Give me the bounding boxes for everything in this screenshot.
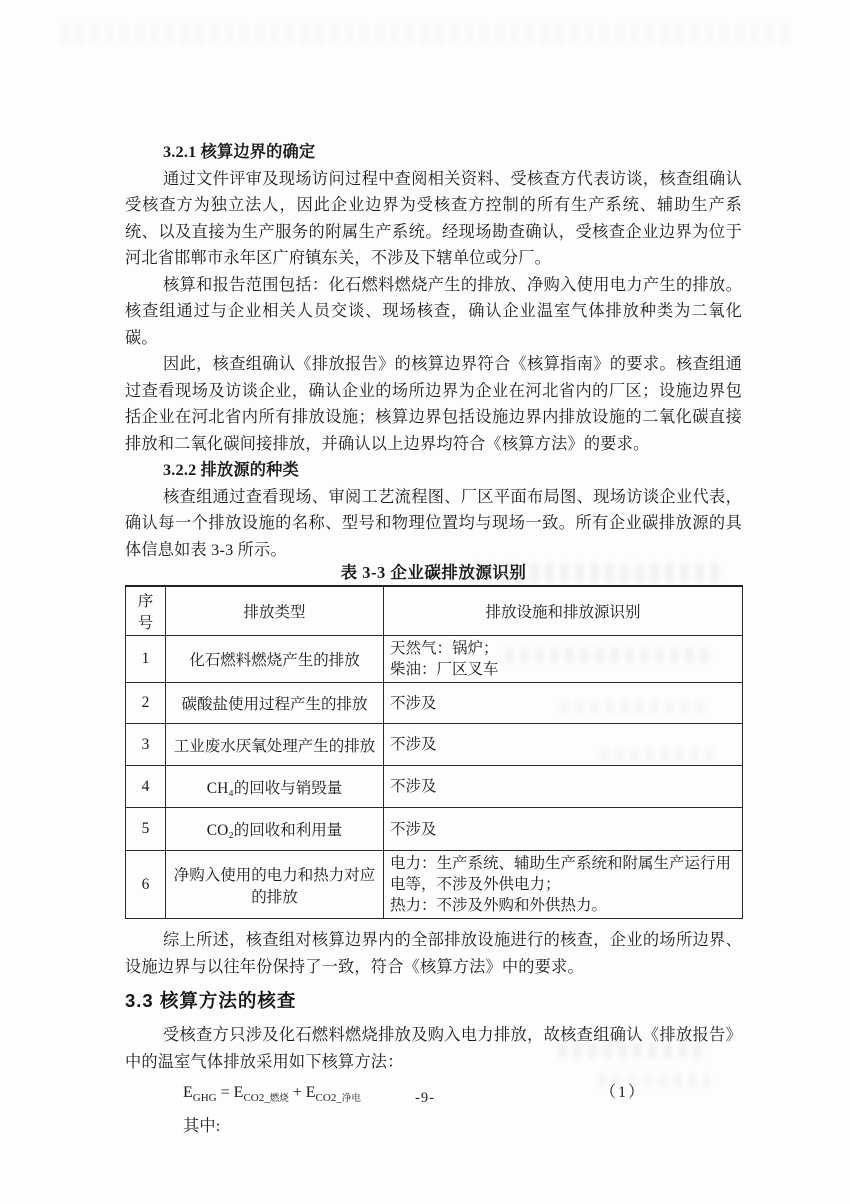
identification-line: 不涉及 — [390, 694, 437, 712]
cell-index: 3 — [126, 724, 166, 766]
formula-operator: + — [288, 1084, 306, 1101]
equation-number: （1） — [599, 1084, 646, 1101]
cell-index: 6 — [126, 851, 166, 919]
cell-index: 2 — [126, 683, 166, 724]
formula-operator: = — [216, 1084, 234, 1101]
table-caption: 表 3-3 企业碳排放源识别 — [340, 563, 527, 582]
column-header-emission-type: 排放类型 — [166, 586, 384, 636]
table-row — [126, 808, 743, 851]
cell-identification — [384, 683, 743, 724]
identification-line: 不涉及 — [390, 778, 437, 795]
cell-identification — [384, 766, 743, 808]
identification-line: 不涉及 — [390, 820, 437, 838]
formula-among-label: 其中: — [183, 1117, 221, 1136]
formula-subscript: GHG — [192, 1092, 217, 1105]
section-heading-3-2-1: 3.2.1 核算边界的确定 — [163, 143, 316, 161]
paragraph-boundary-summary: 综上所述，核查组对核算边界内的全部排放设施进行的核查，企业的场所边界、设施边界与以往年份保持了一致，符合《核算方法》中的要求。 — [125, 931, 742, 976]
cell-identification — [384, 851, 743, 919]
cell-index: 4 — [126, 766, 166, 808]
identification-line: 不涉及 — [390, 736, 437, 753]
identification-line: 柴油：厂区叉车 — [390, 661, 499, 678]
page-content — [125, 139, 742, 1140]
identification-line: 电力：生产系统、辅助生产系统和附属生产运行用电等，不涉及外供电力； — [390, 855, 732, 893]
paragraph-boundary-conclusion: 因此，核查组确认《排放报告》的核算边界符合《核算指南》的要求。核查组通过查看现场及访谈企业，确认企业的场所边界为企业在河北省内的厂区；设施边界包括企业在河北省内所有排放设施；核算边界包括设施边界内排放设施的二氧化碳直接排放和二氧化碳间接排放，并确认以上边界均符合《核算方法》的要求。 — [125, 355, 742, 453]
paragraph-report-scope: 核算和报告范围包括：化石燃料燃烧产生的排放、净购入使用电力产生的排放。核查组通过与企业相关人员交谈、现场核查，确认企业温室气体排放种类为二氧化碳。 — [125, 275, 742, 347]
table-row — [126, 851, 743, 919]
paragraph-emission-sources: 核查组通过查看现场、审阅工艺流程图、厂区平面布局图、现场访谈企业代表，确认每一个排放设施的名称、型号和物理位置均与现场一致。所有企业碳排放源的具体信息如表 3-3 所示。 — [125, 487, 742, 559]
scan-bleed-artifact — [60, 24, 790, 44]
cell-index: 1 — [126, 636, 166, 683]
paragraph-method-intro: 受核查方只涉及化石燃料燃烧排放及购入电力排放，故核查组确认《排放报告》中的温室气体排放采用如下核算方法： — [125, 1026, 742, 1071]
column-header-identification: 排放设施和排放源识别 — [384, 586, 743, 636]
emission-source-table — [125, 585, 743, 919]
identification-line: 热力：不涉及外购和外供热力。 — [390, 897, 608, 914]
cell-emission-type: 净购入使用的电力和热力对应的排放 — [166, 851, 384, 919]
cell-identification — [384, 636, 743, 683]
cell-emission-type: CH₄的回收与销毁量 — [166, 766, 384, 808]
cell-identification — [384, 808, 743, 851]
formula-term: E — [183, 1084, 193, 1101]
section-heading-3-3: 3.3 核算方法的核查 — [125, 990, 297, 1011]
cell-emission-type: CO₂的回收和利用量 — [166, 808, 384, 851]
cell-emission-type: 工业废水厌氧处理产生的排放 — [166, 724, 384, 766]
section-heading-3-2-2: 3.2.2 排放源的种类 — [163, 461, 299, 479]
identification-line: 天然气：锅炉； — [390, 640, 499, 657]
cell-emission-type: 碳酸盐使用过程产生的排放 — [166, 683, 384, 724]
cell-identification — [384, 724, 743, 766]
table-header-row — [126, 586, 743, 636]
column-header-index: 序号 — [126, 586, 166, 636]
page-number: -9- — [415, 1090, 435, 1106]
table-row — [126, 724, 743, 766]
cell-index: 5 — [126, 808, 166, 851]
formula-term: E — [233, 1084, 244, 1101]
cell-emission-type: 化石燃料燃烧产生的排放 — [166, 636, 384, 683]
formula-subscript: CO2_燃烧 — [243, 1092, 289, 1105]
formula-term: E — [305, 1084, 316, 1101]
table-row — [126, 636, 743, 683]
table-row — [126, 683, 743, 724]
formula-subscript: CO2_净电 — [315, 1092, 361, 1105]
paragraph-accounting-boundary: 通过文件评审及现场访问过程中查阅相关资料、受核查方代表访谈，核查组确认受核查方为独立法人，因此企业边界为受核查方控制的所有生产系统、辅助生产系统、以及直接为生产服务的附属生产系统。经现场勘查确认，受核查企业边界为位于河北省邯郸市永年区广府镇东关，不涉及下辖单位或分厂。 — [125, 169, 742, 267]
table-row — [126, 766, 743, 808]
